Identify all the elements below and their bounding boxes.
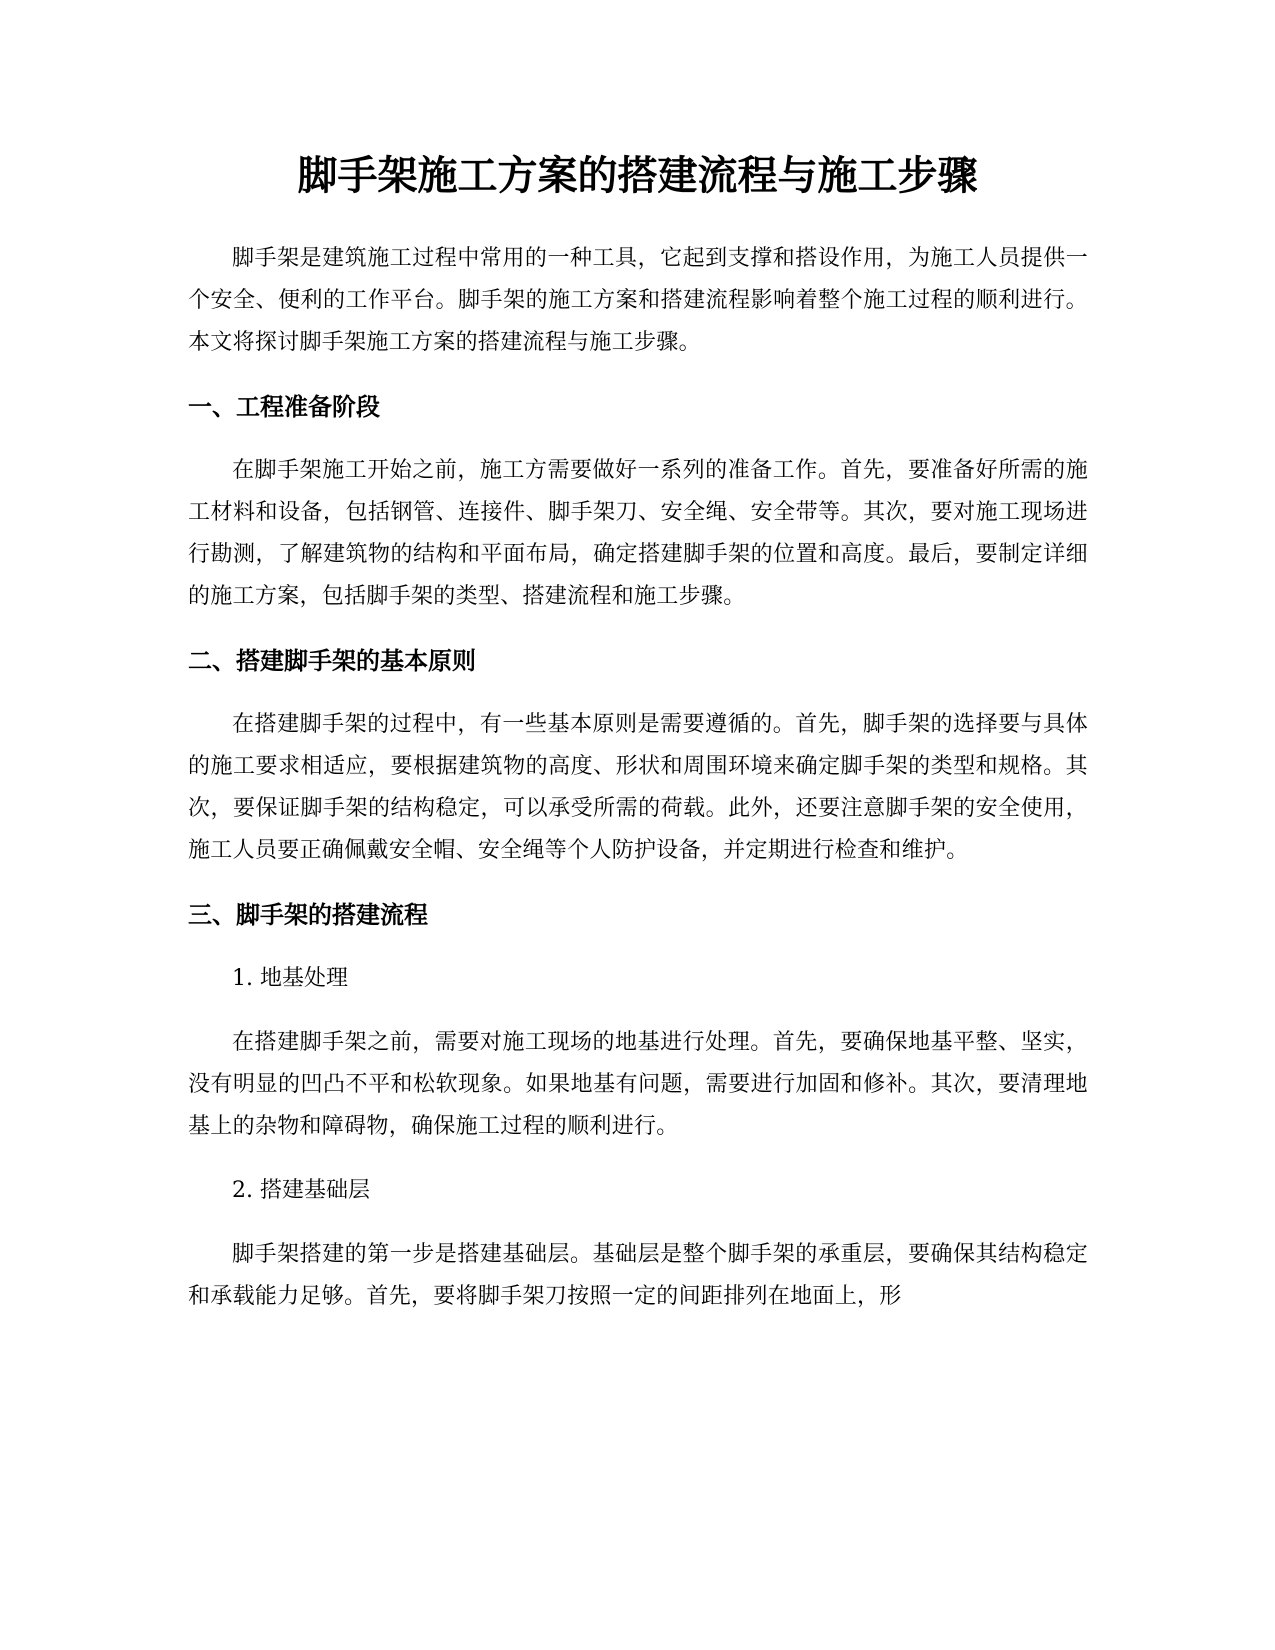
section-2-paragraph: 在搭建脚手架的过程中，有一些基本原则是需要遵循的。首先，脚手架的选择要与具体的施工要求相适应，要根据建筑物的高度、形状和周围环境来确定脚手架的类型和规格。其次，要保证脚手架的结构稳定，可以承受所需的荷载。此外，还要注意脚手架的安全使用，施工人员要正确佩戴安全帽、安全绳等个人防护设备，并定期进行检查和维护。: [188, 712, 1088, 863]
document-body: [188, 238, 1088, 1340]
section-2-heading: 二、搭建脚手架的基本原则: [188, 647, 476, 675]
step-1-paragraph: 在搭建脚手架之前，需要对施工现场的地基进行处理。首先，要确保地基平整、坚实，没有明显的凹凸不平和松软现象。如果地基有问题，需要进行加固和修补。其次，要清理地基上的杂物和障碍物，确保施工过程的顺利进行。: [188, 1030, 1088, 1139]
section-1-paragraph: 在脚手架施工开始之前，施工方需要做好一系列的准备工作。首先，要准备好所需的施工材料和设备，包括钢管、连接件、脚手架刀、安全绳、安全带等。其次，要对施工现场进行勘测，了解建筑物的结构和平面布局，确定搭建脚手架的位置和高度。最后，要制定详细的施工方案，包括脚手架的类型、搭建流程和施工步骤。: [188, 458, 1088, 609]
step-2-paragraph: 脚手架搭建的第一步是搭建基础层。基础层是整个脚手架的承重层，要确保其结构稳定和承载能力足够。首先，要将脚手架刀按照一定的间距排列在地面上，形: [188, 1242, 1088, 1309]
section-3-heading: 三、脚手架的搭建流程: [188, 901, 428, 929]
step-1-title: 1. 地基处理: [232, 966, 348, 991]
intro-paragraph: 脚手架是建筑施工过程中常用的一种工具，它起到支撑和搭设作用，为施工人员提供一个安全、便利的工作平台。脚手架的施工方案和搭建流程影响着整个施工过程的顺利进行。本文将探讨脚手架施工方案的搭建流程与施工步骤。: [188, 246, 1088, 355]
document-title: 脚手架施工方案的搭建流程与施工步骤: [297, 153, 978, 199]
step-2-title: 2. 搭建基础层: [232, 1178, 370, 1203]
section-1-heading: 一、工程准备阶段: [188, 393, 380, 421]
